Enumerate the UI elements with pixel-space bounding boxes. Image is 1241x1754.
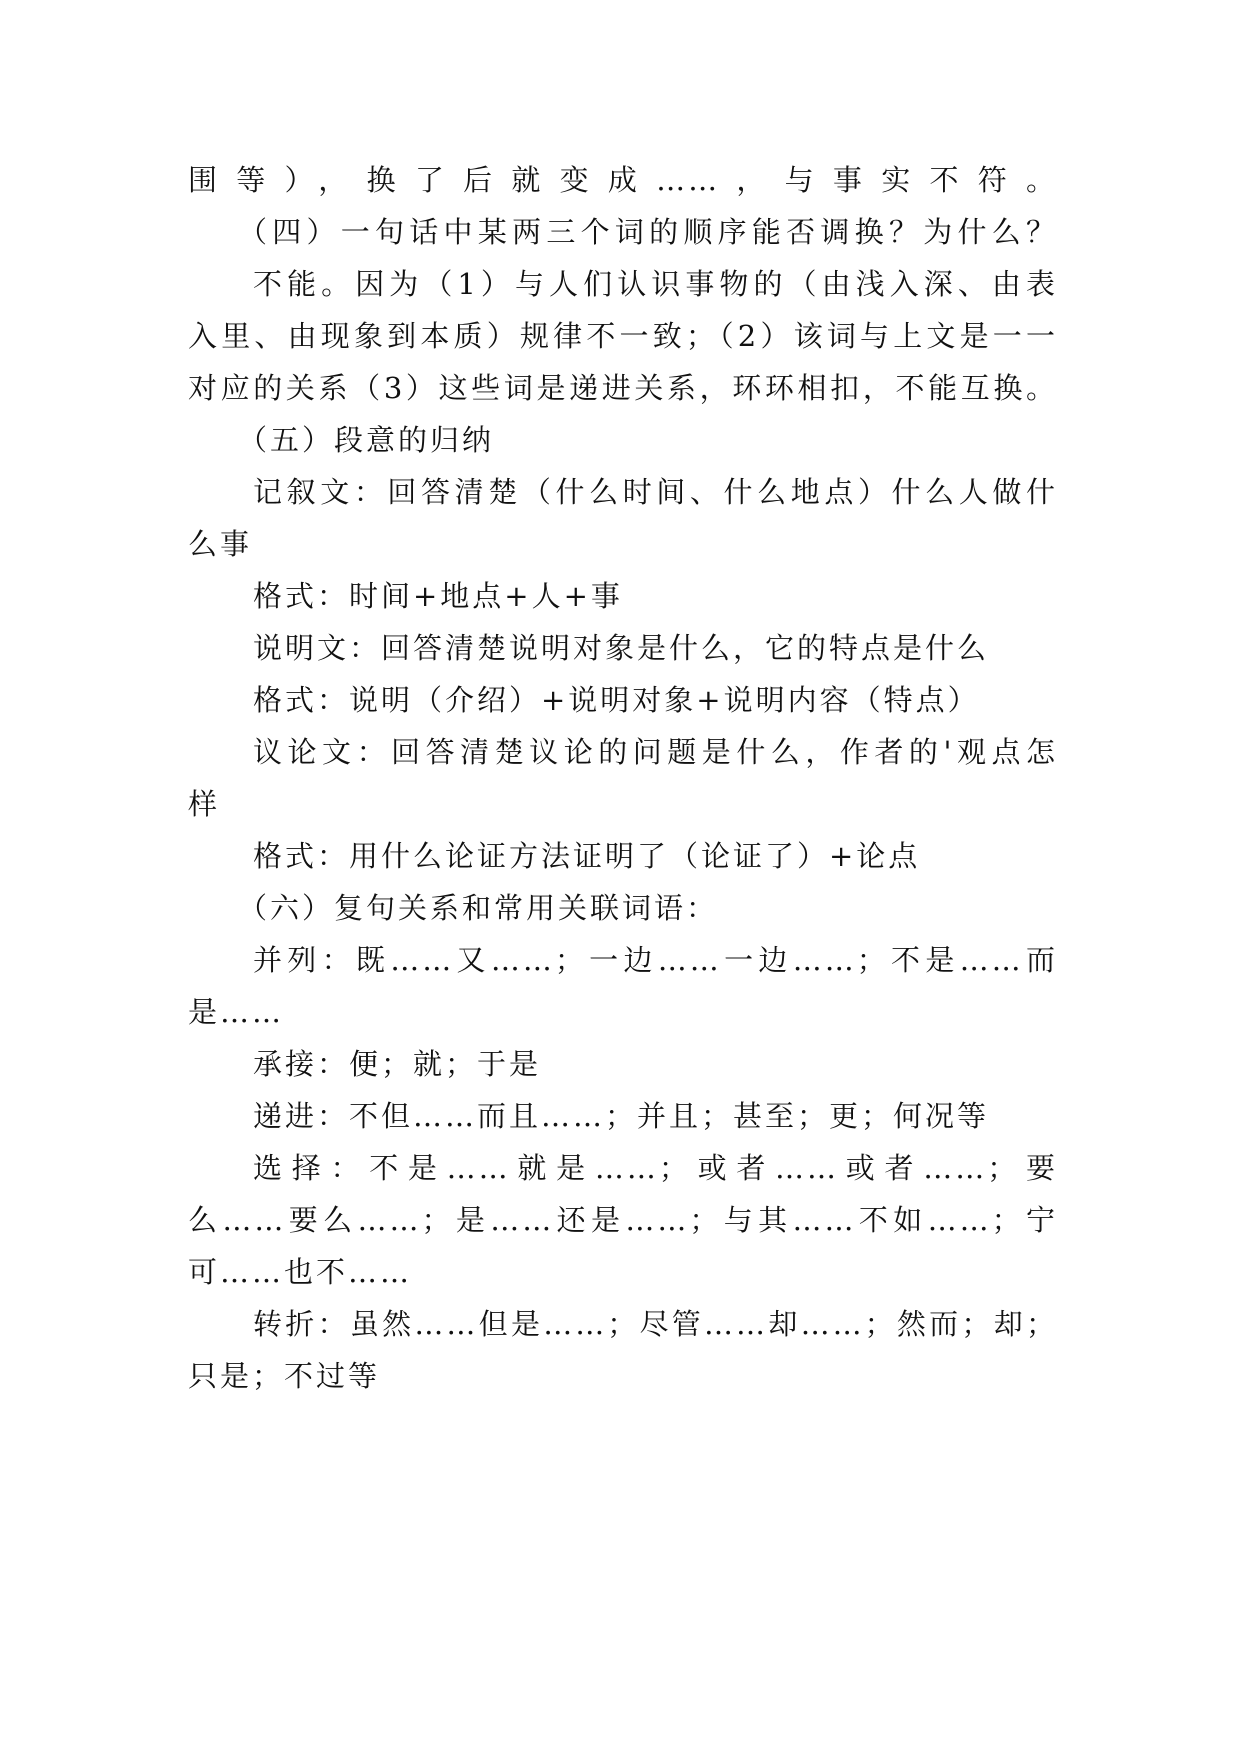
text-line: 入里、由现象到本质）规律不一致；（2）该词与上文是一一 [188, 319, 1058, 353]
text-line: 么事 [188, 527, 253, 561]
text-line: 不能。因为（1）与人们认识事物的（由浅入深、由表 [253, 267, 1058, 301]
text-line: 格式：说明（介绍）+说明对象+说明内容（特点） [253, 683, 980, 717]
section-heading-5: （五）段意的归纳 [238, 423, 495, 457]
text-line: 样 [188, 787, 221, 821]
text-line: 选择：不是……就是……；或者……或者……；要 [253, 1151, 1058, 1185]
text-line: 围等），换了后就变成……，与事实不符。 [188, 163, 1058, 197]
text-line: 转折：虽然……但是……；尽管……却……；然而；却； [253, 1307, 1058, 1341]
text-line: 记叙文：回答清楚（什么时间、什么地点）什么人做什 [253, 475, 1058, 509]
text-line: 承接：便；就；于是 [253, 1047, 542, 1081]
text-line: 格式：时间+地点+人+事 [253, 579, 623, 613]
section-heading-6: （六）复句关系和常用关联词语： [238, 891, 719, 925]
text-line: 只是；不过等 [188, 1359, 381, 1393]
text-line: 递进：不但……而且……；并且；甚至；更；何况等 [253, 1099, 990, 1133]
text-line: 格式：用什么论证方法证明了（论证了）+论点 [253, 839, 921, 873]
text-line: 是…… [188, 995, 285, 1029]
text-line: 说明文：回答清楚说明对象是什么，它的特点是什么 [253, 631, 990, 665]
text-line: 可……也不…… [188, 1255, 413, 1289]
text-line: 对应的关系（3）这些词是递进关系，环环相扣，不能互换。 [188, 371, 1058, 405]
text-line: 么……要么……；是……还是……；与其……不如……；宁 [188, 1203, 1058, 1237]
text-line: 议论文：回答清楚议论的问题是什么，作者的'观点怎 [253, 735, 1058, 769]
section-heading-4: （四）一句话中某两三个词的顺序能否调换？为什么？ [238, 215, 1058, 249]
text-line: 并列：既……又……；一边……一边……；不是……而 [253, 943, 1058, 977]
